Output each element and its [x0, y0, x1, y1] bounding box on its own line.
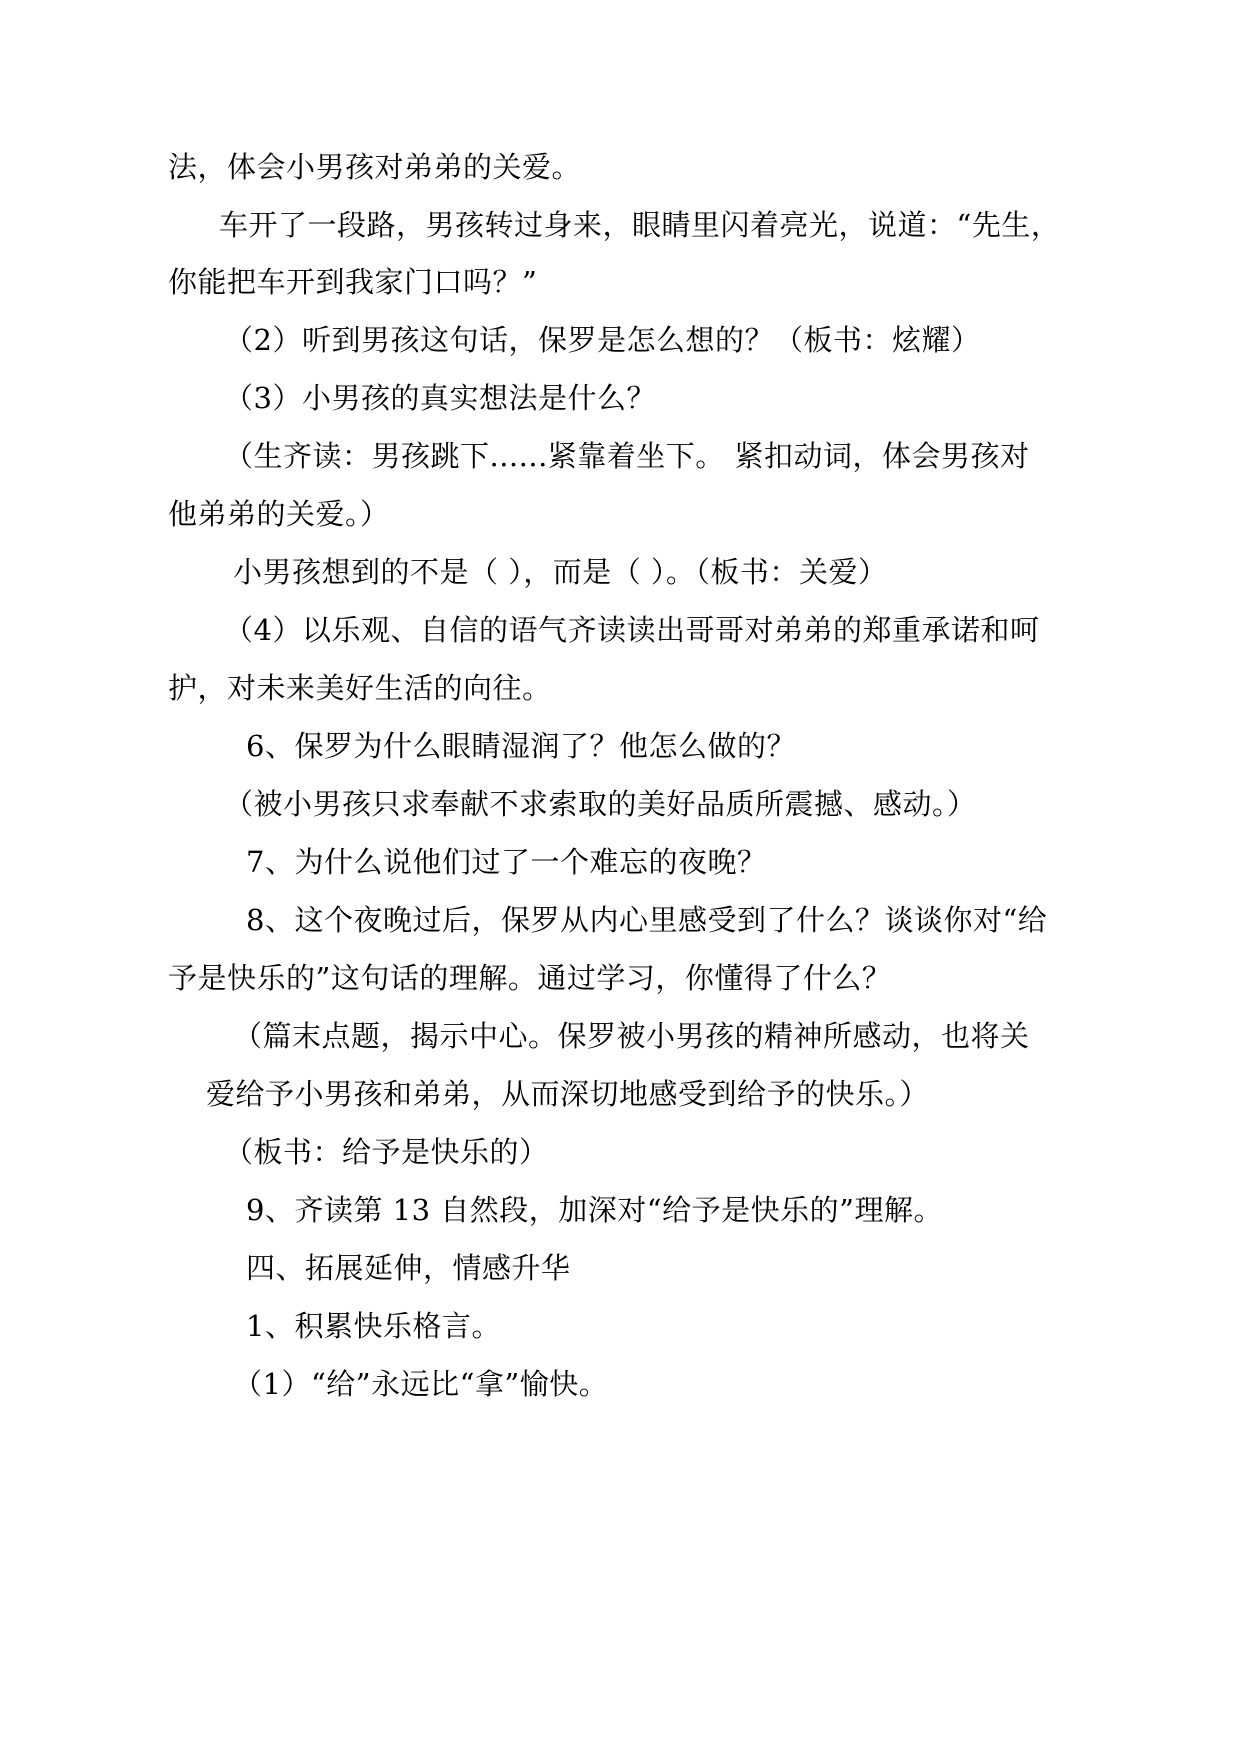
text-line: 予是快乐的”这句话的理解。通过学习，你懂得了什么？ [168, 961, 892, 995]
text-line: 你能把车开到我家门口吗？” [168, 265, 538, 299]
text-line: 9、齐读第 13 自然段，加深对“给予是快乐的”理解。 [246, 1193, 943, 1227]
text-line: 小男孩想到的不是（ ），而是（ ）。（板书：关爱） [233, 555, 888, 589]
text-line: （3）小男孩的真实想法是什么？ [224, 381, 656, 415]
text-line: （篇末点题，揭示中心。保罗被小男孩的精神所感动，也将关 [233, 1019, 1030, 1053]
text-line: （1）“给”永远比“拿”愉快。 [233, 1367, 609, 1401]
text-line: 8、这个夜晚过后，保罗从内心里感受到了什么？谈谈你对“给 [246, 903, 1048, 937]
text-line: （2）听到男孩这句话，保罗是怎么想的？（板书：炫耀） [224, 323, 981, 357]
text-line: 7、为什么说他们过了一个难忘的夜晚？ [246, 845, 767, 879]
text-line: 6、保罗为什么眼睛湿润了？他怎么做的？ [246, 729, 796, 763]
text-line: 1、积累快乐格言。 [246, 1309, 501, 1343]
text-line: 他弟弟的关爱。） [168, 497, 390, 531]
text-line: 车开了一段路，男孩转过身来，眼睛里闪着亮光，说道：“先生， [219, 208, 1061, 242]
text-line: 护，对未来美好生活的向往。 [168, 671, 552, 705]
text-line: （被小男孩只求奉献不求索取的美好品质所震撼、感动。） [224, 787, 977, 821]
text-line: （生齐读：男孩跳下......紧靠着坐下。 紧扣动词，体会男孩对 [224, 439, 1030, 473]
text-line: 法，体会小男孩对弟弟的关爱。 [168, 150, 582, 184]
text-line: 爱给予小男孩和弟弟，从而深切地感受到给予的快乐。） [206, 1077, 930, 1111]
text-line: （板书：给予是快乐的） [224, 1135, 549, 1169]
text-line: 四、拓展延伸，情感升华 [246, 1251, 571, 1285]
text-line: （4）以乐观、自信的语气齐读读出哥哥对弟弟的郑重承诺和呵 [224, 613, 1040, 647]
